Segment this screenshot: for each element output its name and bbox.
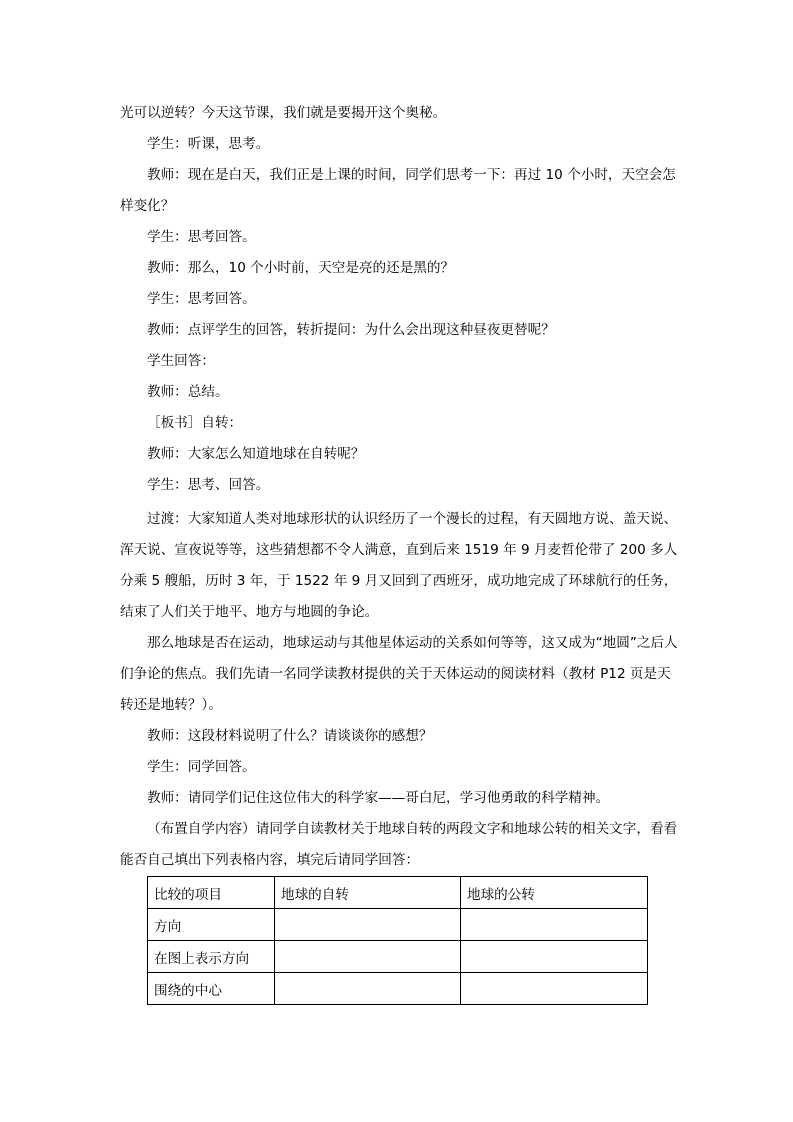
paragraph-intro-continuation: 光可以逆转？今天这节课，我们就是要揭开这个奥秘。 bbox=[120, 105, 447, 121]
paragraph-student-answer: 学生回答： bbox=[147, 353, 215, 369]
paragraph-teacher-copernicus: 教师：请同学们记住这位伟大的科学家——哥白尼，学习他勇敢的科学精神。 bbox=[147, 790, 610, 806]
paragraph-student-think-answer-3: 学生：思考、回答。 bbox=[147, 477, 270, 493]
table-row-label: 围绕的中心 bbox=[148, 973, 275, 1005]
paragraph-teacher-summary: 教师：总结。 bbox=[147, 384, 229, 400]
table-cell[interactable] bbox=[275, 909, 461, 941]
paragraph-teacher-daytime-question: 教师：现在是白天，我们正是上课的时间，同学们思考一下：再过 10 个小时，天空会怎样变化？ bbox=[120, 167, 676, 214]
table-cell[interactable] bbox=[461, 941, 648, 973]
table-header-cell: 比较的项目 bbox=[148, 877, 275, 909]
table-row bbox=[148, 941, 648, 973]
paragraph-student-think-answer-1: 学生：思考回答。 bbox=[147, 229, 256, 245]
table-row-label: 在图上表示方向 bbox=[148, 941, 275, 973]
paragraph-student-listen: 学生：听课，思考。 bbox=[147, 136, 270, 152]
paragraph-teacher-ten-hours-ago: 教师：那么，10 个小时前，天空是亮的还是黑的？ bbox=[147, 260, 455, 276]
paragraph-teacher-how-know-rotation: 教师：大家怎么知道地球在自转呢？ bbox=[147, 446, 365, 462]
table-row bbox=[148, 909, 648, 941]
table-cell[interactable] bbox=[461, 909, 648, 941]
table-header-cell: 地球的自转 bbox=[275, 877, 461, 909]
paragraph-board-note-rotation: ［板书］自转： bbox=[147, 415, 243, 431]
paragraph-student-classmate-answer: 学生：同学回答。 bbox=[147, 759, 256, 775]
table-row bbox=[148, 973, 648, 1005]
paragraph-student-think-answer-2: 学生：思考回答。 bbox=[147, 291, 256, 307]
paragraph-earth-motion-debate: 那么地球是否在运动，地球运动与其他星体运动的关系如何等等，这又成为“地圆”之后人们争论的焦点。我们先请一名同学读教材提供的关于天体运动的阅读材料（教材 P12 页是天转还是地转？）。 bbox=[120, 635, 678, 713]
paragraph-teacher-day-night-question: 教师：点评学生的回答，转折提问：为什么会出现这种昼夜更替呢？ bbox=[147, 322, 555, 338]
comparison-table bbox=[147, 876, 648, 1005]
paragraph-self-study-assignment: （布置自学内容）请同学自读教材关于地球自转的两段文字和地球公转的相关文字，看看能否自己填出下列表格内容，填完后请同学回答： bbox=[120, 821, 678, 868]
paragraph-teacher-material-question: 教师：这段材料说明了什么？请谈谈你的感想？ bbox=[147, 728, 433, 744]
paragraph-transition-earth-shape: 过渡：大家知道人类对地球形状的认识经历了一个漫长的过程，有天圆地方说、盖天说、浑天说、宣夜说等等，这些猜想都不令人满意，直到后来 1519 年 9 月麦哲伦带了 200 多人分乘 5 艘船，历时 3 年，于 1522 年 9 月又回到了西班牙，成功地完成了环球航行的任务，结束了人们关于地平、地方与地圆的争论。 bbox=[120, 511, 678, 620]
table-cell[interactable] bbox=[275, 941, 461, 973]
table-header-cell: 地球的公转 bbox=[461, 877, 648, 909]
table-header-row bbox=[148, 877, 648, 909]
table-cell[interactable] bbox=[461, 973, 648, 1005]
table-cell[interactable] bbox=[275, 973, 461, 1005]
table-row-label: 方向 bbox=[148, 909, 275, 941]
